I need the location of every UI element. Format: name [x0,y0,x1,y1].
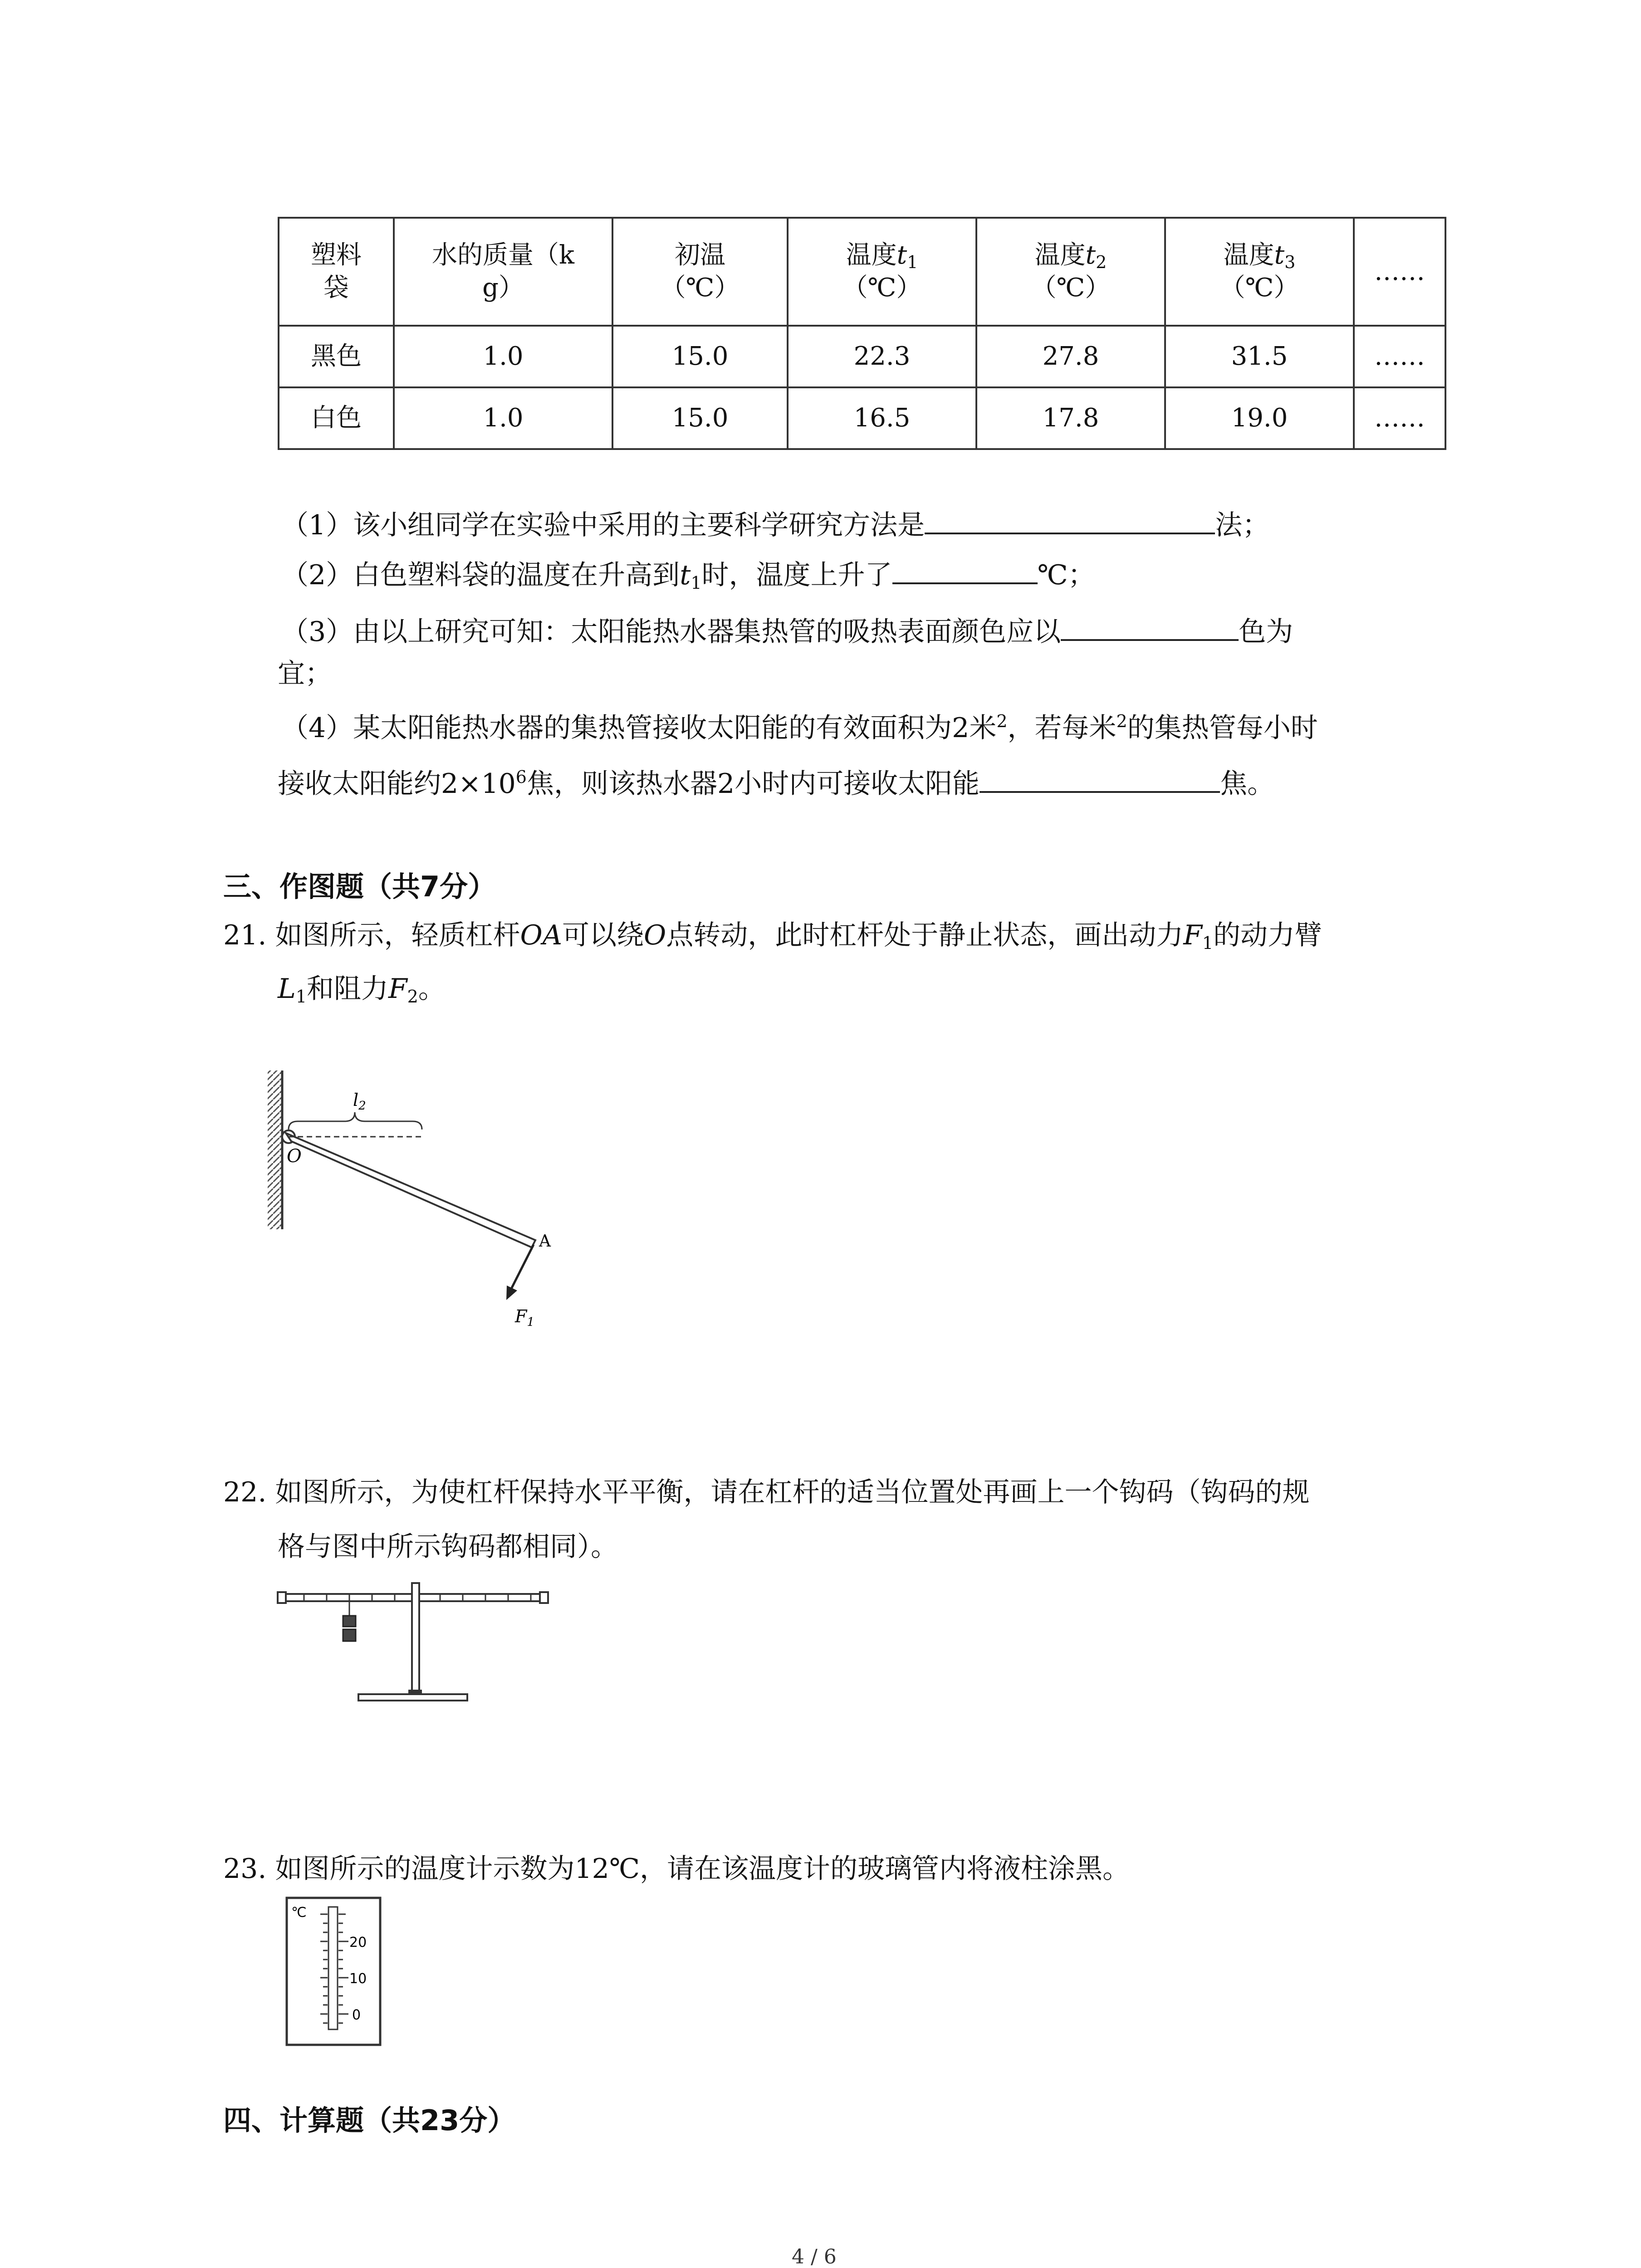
answer-blank[interactable] [980,762,1220,793]
header-temp-t1: 温度$t_1$ （℃） [788,218,976,326]
page-number: 4 / 6 [792,2245,837,2268]
q20-part4-cont: 接收太阳能约$2\times 10^6$焦，则该热水器2小时内可接收太阳能 焦。 [278,762,1274,802]
label-a: A [539,1232,551,1251]
q20-part2: （2）白色塑料袋的温度在升高到$t_1$时，温度上升了 ℃； [281,553,1095,593]
wall-hatching [268,1070,281,1229]
force-f1-line [510,1245,534,1290]
thermometer-figure [285,1896,385,2050]
q20-part3: （3）由以上研究可知：太阳能热水器集热管的吸热表面颜色应以 色为 [281,610,1293,650]
answer-blank[interactable] [892,553,1038,584]
header-initial-temp: 初温 （℃） [612,218,788,326]
q20-part4: （4）某太阳能热水器的集热管接收太阳能的有效面积为2米$^2$，若每米$^2$的集热管每小时 [281,711,1318,744]
q21-text-line2: $L_1$和阻力$F_2$。 [278,973,446,1007]
section4-title: 四、计算题（共23分） [223,2104,516,2137]
stand-base [358,1694,467,1701]
experiment-table [278,217,1446,450]
table-header-row [279,218,1445,326]
hook-weight-upper [343,1616,356,1627]
balance-lever-figure [272,1574,563,1706]
header-water-mass: 水的质量（k g） [394,218,612,326]
answer-blank[interactable] [1061,610,1239,641]
q21-text-line1: 21. 如图所示，轻质杠杆OA可以绕O点转动，此时杠杆处于静止状态，画出动力$F_1$的动力臂 [223,919,1323,953]
answer-blank[interactable] [925,503,1215,534]
q20-part3-cont: 宜； [278,658,332,689]
brace-l2 [289,1112,422,1129]
label-o: O [287,1146,302,1167]
q22-text-line2: 格与图中所示钩码都相同）。 [278,1531,618,1563]
q23-text: 23. 如图所示的温度计示数为12℃，请在该温度计的玻璃管内将液柱涂黑。 [223,1853,1130,1885]
tick-label-10: 10 [349,1971,367,1987]
label-f1: $F_1$ [515,1306,534,1329]
lever-bar [286,1133,535,1247]
right-nut [540,1592,548,1603]
table-row: 白色 1.0 15.0 16.5 17.8 19.0 …… [279,387,1445,449]
glass-tube [328,1907,338,2029]
header-more: …… [1354,218,1445,326]
stand-pole [412,1583,419,1694]
hook-weight-lower [343,1629,356,1641]
tick-label-0: 0 [352,2007,361,2023]
label-l2: $l_2$ [353,1090,366,1113]
header-temp-t2: 温度$t_2$ （℃） [976,218,1165,326]
header-bag: 塑料 袋 [279,218,394,326]
left-nut [278,1592,286,1603]
q22-text-line1: 22. 如图所示，为使杠杆保持水平平衡，请在杠杆的适当位置处再画上一个钩码（钩码的规 [223,1476,1310,1508]
q20-part1: （1）该小组同学在实验中采用的主要科学研究方法是 法； [281,503,1269,543]
lever-figure [254,1061,590,1352]
tick-label-20: 20 [349,1935,367,1950]
header-temp-t3: 温度$t_3$ （℃） [1165,218,1354,326]
unit-label: ℃ [291,1905,307,1921]
table-row: 黑色 1.0 15.0 22.3 27.8 31.5 …… [279,326,1445,387]
section3-title: 三、作图题（共7分） [223,870,496,903]
